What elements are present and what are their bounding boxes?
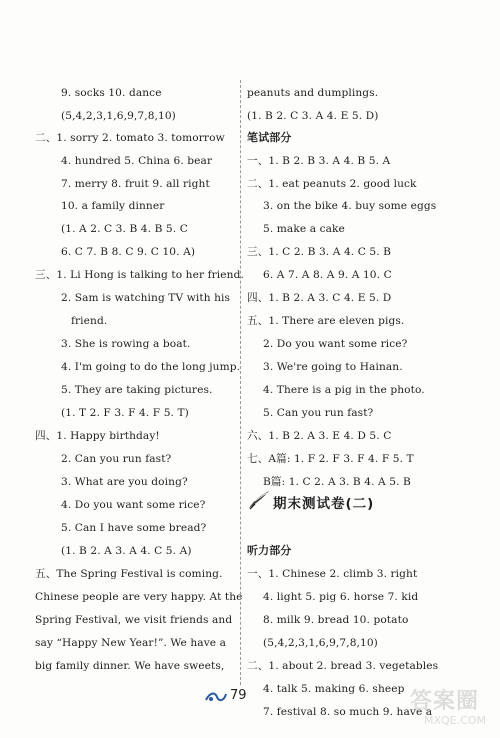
- section-label: 笔试部分: [247, 131, 292, 144]
- answer-line: 5. They are taking pictures.: [61, 384, 213, 396]
- answer-line: 4. There is a pig in the photo.: [263, 384, 425, 396]
- answer-line: 5. make a cake: [263, 223, 345, 235]
- answer-line: 六、1. B 2. A 3. E 4. D 5. C: [247, 430, 392, 442]
- answer-line: 5. Can you run fast?: [263, 407, 374, 419]
- answer-line: (5,4,2,3,1,6,9,7,8,10): [61, 110, 176, 122]
- answer-line: (1. B 2. A 3. A 4. C 5. A): [61, 545, 192, 557]
- answer-line: 8. milk 9. bread 10. potato: [263, 614, 409, 626]
- answer-line: 3. on the bike 4. buy some eggs: [263, 200, 437, 212]
- answer-line: 一、1. B 2. B 3. A 4. B 5. A: [247, 155, 391, 167]
- answer-line: (5,4,2,3,1,6,9,7,8,10): [263, 637, 378, 649]
- section-label: 听力部分: [247, 544, 292, 557]
- answer-line: 2. Sam is watching TV with his: [61, 292, 231, 304]
- answer-line: say “Happy New Year!”. We have a: [35, 637, 227, 649]
- watermark-url: MXQE.COM: [424, 714, 486, 727]
- answer-line: 9. socks 10. dance: [61, 87, 162, 99]
- answer-line: 三、1. C 2. B 3. A 4. C 5. B: [247, 246, 392, 258]
- answer-line: 4. hundred 5. China 6. bear: [61, 155, 213, 167]
- answer-line: 4. I'm going to do the long jump.: [61, 361, 241, 373]
- watermark: [410, 684, 496, 734]
- answer-line: 五、1. There are eleven pigs.: [247, 315, 405, 327]
- answer-line: (1. T 2. F 3. F 4. F 5. T): [61, 407, 189, 419]
- answer-line: peanuts and dumplings.: [247, 87, 379, 99]
- page-number: 79: [230, 688, 247, 703]
- answer-line: (1. A 2. C 3. B 4. B 5. C: [61, 223, 188, 235]
- answer-line: big family dinner. We have sweets,: [35, 660, 225, 672]
- answer-line: Chinese people are very happy. At the: [35, 591, 243, 603]
- answer-line: 二、1. about 2. bread 3. vegetables: [247, 660, 439, 672]
- answer-line: 4. light 5. pig 6. horse 7. kid: [263, 591, 419, 603]
- answer-line: B篇: 1. C 2. A 3. B 4. A 5. B: [263, 476, 411, 488]
- watermark-logo-text: 答案圈: [410, 689, 480, 714]
- quill-pen-icon: [247, 488, 271, 512]
- answer-line: 3. What are you doing?: [61, 476, 188, 488]
- answer-line: (1. B 2. C 3. A 4. E 5. D): [247, 110, 379, 122]
- answer-line: 4. Do you want some rice?: [61, 499, 206, 511]
- answer-line: 3. We're going to Hainan.: [263, 361, 403, 373]
- answer-line: 二、1. eat peanuts 2. good luck: [247, 178, 417, 190]
- answer-line: 10. a family dinner: [61, 200, 165, 212]
- answer-line: 2. Do you want some rice?: [263, 338, 408, 350]
- answer-line: 四、1. Happy birthday!: [35, 430, 160, 442]
- answer-line: 6. A 7. A 8. A 9. A 10. C: [263, 269, 392, 281]
- column-divider: [240, 80, 241, 685]
- decorative-swirl-icon: [205, 690, 227, 704]
- answer-line: 七、A篇: 1. F 2. F 3. F 4. F 5. T: [247, 453, 414, 465]
- answer-line: Spring Festival, we visit friends and: [35, 614, 233, 626]
- answer-line: 三、1. Li Hong is talking to her friend.: [35, 269, 244, 281]
- answer-line: 7. festival 8. so much 9. have a: [263, 706, 433, 718]
- answer-line: 二、1. sorry 2. tomato 3. tomorrow: [35, 132, 225, 144]
- answer-line: 五、The Spring Festival is coming.: [35, 568, 223, 580]
- answer-line: 6. C 7. B 8. C 9. C 10. A): [61, 246, 196, 258]
- section-heading: [247, 488, 447, 514]
- answer-line: 3. She is rowing a boat.: [61, 338, 191, 350]
- section-title: 期末测试卷(二): [273, 496, 375, 512]
- answer-line: 7. merry 8. fruit 9. all right: [61, 178, 210, 190]
- answer-line: 四、1. B 2. A 3. C 4. E 5. D: [247, 292, 392, 304]
- answer-line: friend.: [71, 315, 108, 327]
- answer-line: 5. Can I have some bread?: [61, 522, 207, 534]
- answer-line: 4. talk 5. making 6. sheep: [263, 683, 405, 695]
- answer-line: 2. Can you run fast?: [61, 453, 172, 465]
- answer-line: 一、1. Chinese 2. climb 3. right: [247, 568, 418, 580]
